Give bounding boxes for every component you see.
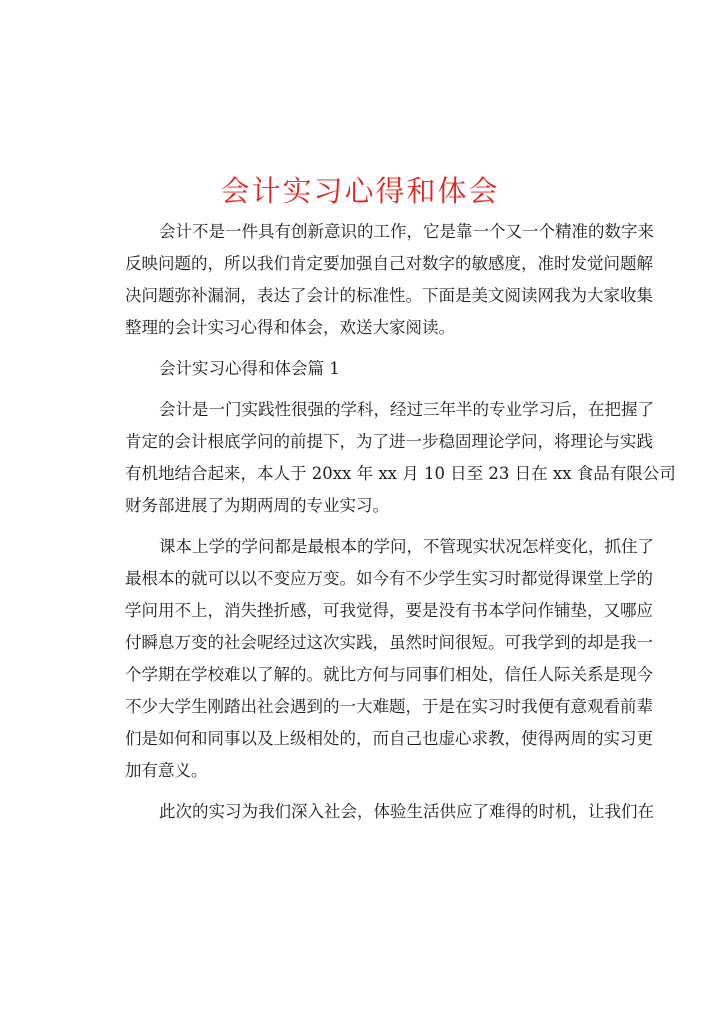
text-line: 加有意义。 bbox=[125, 761, 208, 780]
text-line: 们是如何和同事以及上级相处的，而自己也虚心求教，使得两周的实习更 bbox=[125, 729, 653, 748]
text-line: 课本上学的学问都是最根本的学问，不管现实状况怎样变化，抓住了 bbox=[159, 537, 654, 556]
paragraph-intro bbox=[92, 216, 654, 344]
text-line: 会计实习心得和体会篇 1 bbox=[159, 359, 340, 378]
text-line: 最根本的就可以以不变应万变。如今有不少学生实习时都觉得课堂上学的 bbox=[125, 569, 653, 588]
text-line: 整理的会计实习心得和体会，欢送大家阅读。 bbox=[125, 318, 455, 337]
document-body bbox=[92, 216, 676, 828]
text-line: 有机地结合起来，本人于 20xx 年 xx 月 10 日至 23 日在 xx 食品有限公司 bbox=[125, 464, 676, 483]
paragraph-2 bbox=[92, 531, 654, 787]
text-line: 付瞬息万变的社会呢经过这次实践，虽然时间很短。可我学到的却是我一 bbox=[125, 633, 653, 652]
text-line: 决问题弥补漏洞，表达了会计的标准性。下面是美文阅读网我为大家收集 bbox=[125, 286, 653, 305]
text-line: 财务部进展了为期两周的专业实习。 bbox=[125, 496, 389, 515]
document-title: 会计实习心得和体会 bbox=[220, 174, 500, 209]
text-line: 会计不是一件具有创新意识的工作，它是靠一个又一个精准的数字来 bbox=[159, 222, 654, 241]
text-line: 个学期在学校难以了解的。就比方何与同事们相处，信任人际关系是现今 bbox=[125, 665, 653, 684]
paragraph-1 bbox=[92, 394, 676, 522]
section-heading bbox=[92, 353, 630, 385]
text-line: 此次的实习为我们深入社会，体验生活供应了难得的时机，让我们在 bbox=[159, 802, 654, 821]
text-line: 学问用不上，消失挫折感，可我觉得，要是没有书本学问作铺垫，又哪应 bbox=[125, 601, 653, 620]
text-line: 反映问题的，所以我们肯定要加强自己对数字的敏感度，准时发觉问题解 bbox=[125, 254, 653, 273]
text-line: 不少大学生刚踏出社会遇到的一大难题，于是在实习时我便有意观看前辈 bbox=[125, 697, 653, 716]
text-line: 肯定的会计根底学问的前提下，为了进一步稳固理论学问，将理论与实践 bbox=[125, 432, 653, 451]
text-line: 会计是一门实践性很强的学科，经过三年半的专业学习后，在把握了 bbox=[159, 400, 654, 419]
paragraph-3 bbox=[92, 796, 654, 828]
